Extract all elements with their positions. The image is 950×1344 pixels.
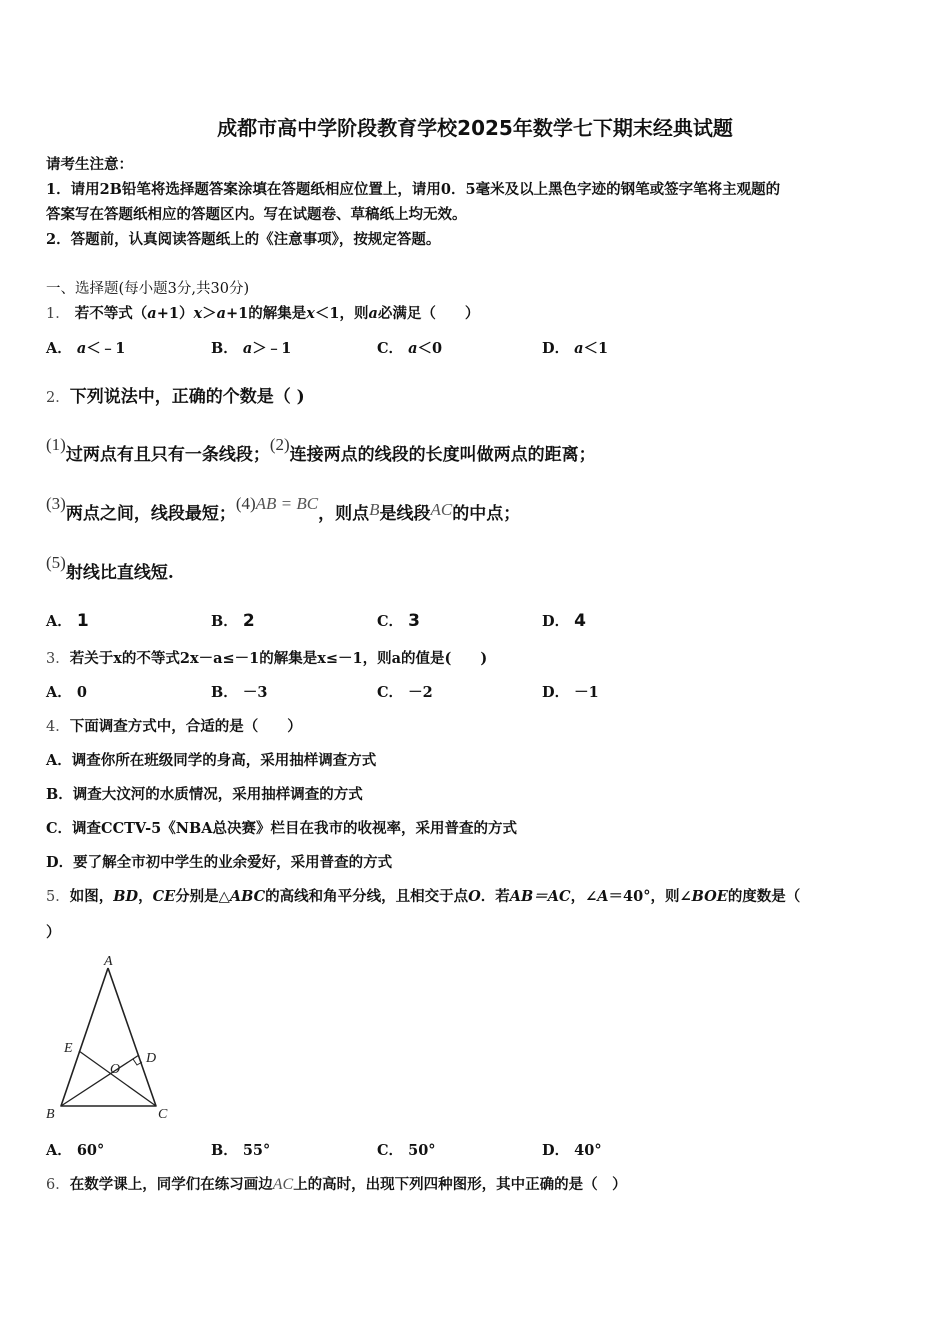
- question-5-number: 5．: [46, 889, 70, 905]
- question-5-option-a[interactable]: A． 60°: [46, 1142, 105, 1159]
- question-5-option-d[interactable]: D． 40°: [542, 1142, 602, 1159]
- question-2-number: 2．: [46, 390, 70, 406]
- question-2-option-d[interactable]: D． 4: [542, 611, 586, 631]
- question-5-option-c[interactable]: C． 50°: [377, 1142, 436, 1159]
- question-3-option-c[interactable]: C． －2: [377, 684, 433, 701]
- question-4-option-a[interactable]: A．调查你所在班级同学的身高，采用抽样调查方式: [46, 752, 377, 769]
- question-3-option-a[interactable]: A． 0: [46, 684, 87, 701]
- question-5-stem: 5．如图，BD，CE分别是△ABC的高线和角平分线，且相交于点O．若AB＝AC，∠A＝40°，则∠BOE的度数是（: [46, 888, 801, 905]
- label-b: B: [46, 1107, 55, 1122]
- label-d: D: [146, 1051, 157, 1066]
- statement-5: (5)射线比直线短.: [46, 553, 174, 583]
- notice-item-1-line-2: 答案写在答题纸相应的答题区内。写在试题卷、草稿纸上均无效。: [46, 206, 467, 223]
- question-4-number: 4．: [46, 719, 70, 735]
- question-2-option-a[interactable]: A． 1: [46, 611, 89, 631]
- label-e: E: [64, 1041, 73, 1056]
- label-c: C: [158, 1107, 168, 1122]
- question-5-option-b[interactable]: B． 55°: [211, 1142, 271, 1159]
- notice-item-2: 2．答题前，认真阅读答题纸上的《注意事项》，按规定答题。: [46, 231, 441, 248]
- question-1-stem: 1． 若不等式（a+1）x＞a+1的解集是x＜1，则a必满足（ ）: [46, 305, 480, 322]
- question-3-stem: 3．若关于x的不等式2x－a≤－1的解集是x≤－1，则a的值是( ): [46, 650, 488, 667]
- question-2-stem: 2．下列说法中，正确的个数是（ ): [46, 387, 305, 407]
- notice-item-1-line-1: 1．请用2B铅笔将选择题答案涂填在答题纸相应位置上，请用0．5毫米及以上黑色字迹的钢笔或签字笔将主观题的: [46, 181, 781, 198]
- question-3-option-b[interactable]: B． －3: [211, 684, 268, 701]
- question-2-option-c[interactable]: C． 3: [377, 611, 420, 631]
- question-1-option-a[interactable]: A． a＜﹣1: [46, 340, 126, 357]
- question-4-option-c[interactable]: C．调查CCTV-5《NBA总决赛》栏目在我市的收视率，采用普查的方式: [46, 820, 517, 837]
- question-6-stem: 6．在数学课上，同学们在练习画边AC上的高时，出现下列四种图形，其中正确的是（ ）: [46, 1176, 627, 1193]
- question-1-option-d[interactable]: D． a＜1: [542, 340, 609, 357]
- question-6-number: 6．: [46, 1177, 70, 1193]
- statement-1: (1)过两点有且只有一条线段；(2)连接两点的线段的长度叫做两点的距离；: [46, 435, 596, 465]
- question-5-stem-end: ）: [46, 924, 61, 941]
- question-1-number: 1．: [46, 306, 70, 322]
- triangle-figure: [40, 950, 180, 1125]
- question-2-option-b[interactable]: B． 2: [211, 611, 255, 631]
- section-heading: 一、选择题(每小题3分,共30分): [46, 281, 250, 297]
- question-1-option-b[interactable]: B． a＞﹣1: [211, 340, 292, 357]
- triangle-abc: [61, 968, 156, 1106]
- question-3-number: 3．: [46, 651, 70, 667]
- question-1-option-c[interactable]: C． a＜0: [377, 340, 443, 357]
- segment-ce: [79, 1051, 156, 1106]
- statement-3: (3)两点之间，线段最短；(4)AB = BC，则点B是线段AC的中点；: [46, 494, 521, 524]
- label-a: A: [104, 954, 113, 969]
- label-o: O: [110, 1062, 121, 1077]
- question-4-stem: 4．下面调查方式中，合适的是（ ）: [46, 718, 302, 735]
- question-3-option-d[interactable]: D． －1: [542, 684, 599, 701]
- notice-heading: 请考生注意：: [46, 156, 133, 173]
- question-4-option-d[interactable]: D．要了解全市初中学生的业余爱好，采用普查的方式: [46, 854, 393, 871]
- segment-bd: [61, 1055, 139, 1106]
- question-4-option-b[interactable]: B．调查大汶河的水质情况，采用抽样调查的方式: [46, 786, 363, 803]
- page-title: 成都市高中学阶段教育学校2025年数学七下期末经典试题: [217, 116, 733, 140]
